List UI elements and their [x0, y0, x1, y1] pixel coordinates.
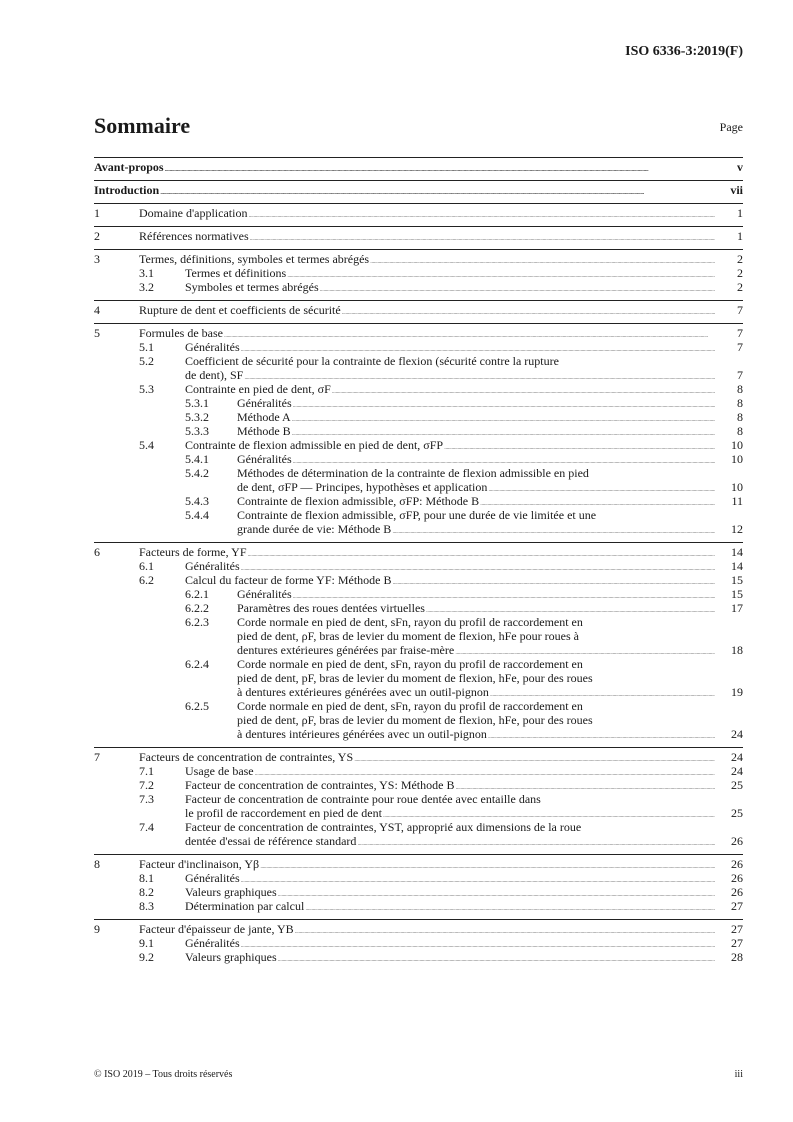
toc-section	[94, 919, 743, 964]
toc-entry-page: 27	[731, 899, 743, 913]
toc-entry[interactable]	[94, 899, 743, 913]
toc-section	[94, 180, 743, 203]
toc-entry-number: 5.4.4	[185, 508, 209, 522]
toc-entry-title: Avant-propos .....	[94, 160, 649, 174]
toc-entry-title: Introduction .....	[94, 183, 645, 197]
toc-entry[interactable]	[94, 438, 743, 452]
toc-entry-number: 5.3.1	[185, 396, 209, 410]
toc-entry[interactable]	[94, 573, 743, 587]
toc-entry-title: le profil de raccordement en pied de dent .....	[185, 806, 715, 820]
toc-entry-page: 7	[737, 340, 743, 354]
toc-entry-title: Formules de base .....	[139, 326, 709, 340]
toc-entry[interactable]	[94, 950, 743, 964]
toc-entry-number: 3.2	[139, 280, 154, 294]
toc-section	[94, 249, 743, 300]
toc-entry-number: 6.2.5	[185, 699, 209, 713]
toc-entry-title: Calcul du facteur de forme YF: Méthode B .....	[185, 573, 715, 587]
toc-entry-title: de dent), SF .....	[185, 368, 715, 382]
toc-entry-number: 5.3.2	[185, 410, 209, 424]
toc-entry-number: 6	[94, 545, 100, 559]
toc-entry-page: 26	[731, 871, 743, 885]
toc-entry-page: 19	[731, 685, 743, 699]
toc-entry-number: 8.3	[139, 899, 154, 913]
toc-entry-title: de dent, σFP — Principes, hypothèses et application .....	[237, 480, 715, 494]
toc-entry-number: 6.2.3	[185, 615, 209, 629]
toc-entry-title: dentures extérieures générées par fraise-mère .....	[237, 643, 715, 657]
toc-entry-number: 5.2	[139, 354, 154, 368]
toc-entry-page: 1	[737, 206, 743, 220]
toc-entry-title: Généralités .....	[185, 559, 715, 573]
toc-entry[interactable]	[94, 764, 743, 778]
toc-entry-page: 7	[737, 303, 743, 317]
table-of-contents	[94, 157, 743, 964]
page-title: Sommaire	[94, 113, 191, 138]
toc-entry[interactable]	[94, 280, 743, 294]
toc-entry[interactable]	[94, 424, 743, 438]
toc-section	[94, 323, 743, 542]
toc-entry-title: Paramètres des roues dentées virtuelles .....	[237, 601, 715, 615]
toc-entry[interactable]	[94, 871, 743, 885]
toc-entry-title: dentée d'essai de référence standard .....	[185, 834, 715, 848]
toc-entry-number: 5.3	[139, 382, 154, 396]
toc-entry-number: 4	[94, 303, 100, 317]
toc-entry[interactable]	[94, 303, 743, 317]
toc-entry-title: Domaine d'application .....	[139, 206, 715, 220]
toc-entry[interactable]	[94, 229, 743, 243]
toc-entry-page: 28	[731, 950, 743, 964]
toc-entry-page: 15	[731, 573, 743, 587]
toc-entry-title: à dentures intérieures générées avec un outil-pignon .....	[237, 727, 715, 741]
toc-entry-page: 24	[731, 727, 743, 741]
toc-entry[interactable]	[94, 601, 743, 615]
toc-entry-page: 8	[737, 382, 743, 396]
toc-entry-title: Méthode B .....	[237, 424, 715, 438]
toc-entry-number: 8.1	[139, 871, 154, 885]
toc-entry-page: 10	[731, 438, 743, 452]
toc-entry-number: 8.2	[139, 885, 154, 899]
toc-entry[interactable]	[94, 587, 743, 601]
toc-entry-title: Contrainte en pied de dent, σF .....	[185, 382, 715, 396]
toc-entry[interactable]	[94, 382, 743, 396]
toc-entry[interactable]	[94, 183, 743, 197]
toc-entry-title: Termes, définitions, symboles et termes abrégés .....	[139, 252, 715, 266]
toc-entry-title: Corde normale en pied de dent, sFn, rayon du profil de raccordement en	[237, 657, 583, 671]
toc-entry-title: pied de dent, ρF, bras de levier du moment de flexion, hFe pour roues à	[237, 629, 579, 643]
toc-entry-title: Facteur de concentration de contrainte pour roue dentée avec entaille dans	[185, 792, 541, 806]
toc-entry-page: 2	[737, 252, 743, 266]
toc-entry-page: 2	[737, 266, 743, 280]
copyright-footer: © ISO 2019 – Tous droits réservés	[94, 1069, 233, 1080]
toc-entry[interactable]	[94, 252, 743, 266]
toc-entry-number: 2	[94, 229, 100, 243]
toc-entry[interactable]	[94, 699, 743, 741]
toc-entry-title: Contrainte de flexion admissible, σFP: Méthode B .....	[237, 494, 715, 508]
toc-entry-title: Usage de base .....	[185, 764, 715, 778]
toc-entry-title: pied de dent, ρF, bras de levier du moment de flexion, hFe, pour des roues	[237, 713, 593, 727]
toc-entry-number: 6.2.2	[185, 601, 209, 615]
toc-entry[interactable]	[94, 750, 743, 764]
toc-entry-title: Termes et définitions .....	[185, 266, 715, 280]
footer-page-number: iii	[734, 1069, 743, 1080]
toc-entry-title: Facteur de concentration de contraintes, YST, approprié aux dimensions de la roue	[185, 820, 582, 834]
toc-entry-page: 8	[737, 410, 743, 424]
toc-entry-title: Corde normale en pied de dent, sFn, rayon du profil de raccordement en	[237, 615, 583, 629]
toc-entry-title: Facteurs de forme, YF .....	[139, 545, 715, 559]
toc-entry-title: Généralités .....	[237, 587, 715, 601]
toc-entry-number: 5.1	[139, 340, 154, 354]
toc-entry[interactable]	[94, 206, 743, 220]
document-id: ISO 6336-3:2019(F)	[625, 44, 743, 59]
toc-entry-page: 27	[731, 922, 743, 936]
toc-entry-page: vii	[730, 183, 743, 197]
toc-entry-number: 5	[94, 326, 100, 340]
page-column-label: Page	[719, 120, 743, 134]
toc-entry-page: 24	[731, 750, 743, 764]
toc-entry-number: 7.4	[139, 820, 154, 834]
toc-entry-page: 26	[731, 857, 743, 871]
toc-entry-title: Détermination par calcul .....	[185, 899, 715, 913]
toc-entry[interactable]	[94, 160, 743, 174]
toc-entry-number: 9.2	[139, 950, 154, 964]
toc-entry-number: 5.4.3	[185, 494, 209, 508]
toc-entry-number: 9	[94, 922, 100, 936]
toc-entry[interactable]	[94, 545, 743, 559]
toc-entry[interactable]	[94, 452, 743, 466]
toc-entry-page: 2	[737, 280, 743, 294]
toc-entry-number: 8	[94, 857, 100, 871]
toc-entry-number: 6.2.4	[185, 657, 209, 671]
toc-entry[interactable]	[94, 657, 743, 699]
toc-entry-title: Corde normale en pied de dent, sFn, rayon du profil de raccordement en	[237, 699, 583, 713]
toc-entry[interactable]	[94, 266, 743, 280]
toc-entry-title: Rupture de dent et coefficients de sécurité .....	[139, 303, 715, 317]
toc-entry-title: Facteurs de concentration de contraintes, YS .....	[139, 750, 715, 764]
toc-entry[interactable]	[94, 820, 743, 848]
toc-entry-page: 7	[737, 326, 743, 340]
toc-entry[interactable]	[94, 615, 743, 657]
toc-entry-page: 10	[731, 452, 743, 466]
toc-entry-number: 5.4.2	[185, 466, 209, 480]
toc-entry-title: Coefficient de sécurité pour la contrainte de flexion (sécurité contre la rupture	[185, 354, 559, 368]
toc-entry-page: 1	[737, 229, 743, 243]
toc-entry-number: 5.4.1	[185, 452, 209, 466]
toc-entry[interactable]	[94, 326, 743, 340]
toc-entry-title: Valeurs graphiques .....	[185, 950, 715, 964]
toc-entry-title: Méthode A .....	[237, 410, 715, 424]
toc-entry-page: 26	[731, 834, 743, 848]
toc-entry[interactable]	[94, 559, 743, 573]
toc-section	[94, 157, 743, 180]
toc-entry[interactable]	[94, 936, 743, 950]
toc-section	[94, 226, 743, 249]
toc-entry-number: 9.1	[139, 936, 154, 950]
toc-entry-page: v	[737, 160, 743, 174]
toc-entry-page: 8	[737, 424, 743, 438]
toc-entry-page: 10	[731, 480, 743, 494]
toc-entry-title: Symboles et termes abrégés .....	[185, 280, 715, 294]
toc-entry[interactable]	[94, 508, 743, 536]
toc-entry-page: 15	[731, 587, 743, 601]
toc-entry-number: 7	[94, 750, 100, 764]
toc-entry[interactable]	[94, 354, 743, 382]
toc-entry-number: 5.3.3	[185, 424, 209, 438]
toc-entry-title: Contrainte de flexion admissible en pied de dent, σFP .....	[185, 438, 715, 452]
toc-entry-number: 6.1	[139, 559, 154, 573]
toc-entry-number: 1	[94, 206, 100, 220]
toc-entry-page: 12	[731, 522, 743, 536]
toc-section	[94, 747, 743, 854]
toc-entry-number: 5.4	[139, 438, 154, 452]
toc-entry[interactable]	[94, 396, 743, 410]
toc-entry-page: 8	[737, 396, 743, 410]
toc-entry[interactable]	[94, 778, 743, 792]
toc-entry-page: 24	[731, 764, 743, 778]
toc-entry-number: 7.2	[139, 778, 154, 792]
toc-entry-title: Facteur d'inclinaison, Yβ .....	[139, 857, 715, 871]
toc-entry-number: 3.1	[139, 266, 154, 280]
toc-entry-page: 7	[737, 368, 743, 382]
toc-entry[interactable]	[94, 340, 743, 354]
toc-entry-title: pied de dent, pF, bras de levier du moment de flexion, hFe, pour des roues	[237, 671, 593, 685]
toc-entry-page: 25	[731, 806, 743, 820]
toc-entry-page: 11	[731, 494, 743, 508]
toc-entry[interactable]	[94, 410, 743, 424]
toc-entry-number: 6.2	[139, 573, 154, 587]
toc-entry-title: Méthodes de détermination de la contrainte de flexion admissible en pied	[237, 466, 589, 480]
toc-section	[94, 300, 743, 323]
toc-section	[94, 203, 743, 226]
toc-entry-page: 25	[731, 778, 743, 792]
toc-entry-page: 17	[731, 601, 743, 615]
toc-section	[94, 542, 743, 747]
toc-entry-title: à dentures extérieures générées avec un outil-pignon .....	[237, 685, 715, 699]
toc-entry-page: 18	[731, 643, 743, 657]
toc-entry-page: 14	[731, 545, 743, 559]
toc-entry-number: 6.2.1	[185, 587, 209, 601]
toc-entry[interactable]	[94, 922, 743, 936]
toc-entry[interactable]	[94, 857, 743, 871]
toc-entry[interactable]	[94, 466, 743, 494]
toc-entry-title: grande durée de vie: Méthode B .....	[237, 522, 715, 536]
toc-entry-title: Facteur de concentration de contraintes, YS: Méthode B .....	[185, 778, 715, 792]
toc-entry-page: 14	[731, 559, 743, 573]
toc-entry-page: 26	[731, 885, 743, 899]
toc-entry-page: 27	[731, 936, 743, 950]
toc-entry[interactable]	[94, 792, 743, 820]
toc-entry-number: 7.3	[139, 792, 154, 806]
toc-entry-number: 3	[94, 252, 100, 266]
toc-entry-title: Généralités .....	[237, 396, 715, 410]
toc-entry-title: Généralités .....	[185, 936, 715, 950]
toc-entry[interactable]	[94, 494, 743, 508]
toc-entry-title: Références normatives .....	[139, 229, 715, 243]
toc-entry-title: Contrainte de flexion admissible, σFP, pour une durée de vie limitée et une	[237, 508, 597, 522]
toc-entry-title: Valeurs graphiques .....	[185, 885, 715, 899]
toc-entry[interactable]	[94, 885, 743, 899]
toc-entry-number: 7.1	[139, 764, 154, 778]
toc-section	[94, 854, 743, 919]
toc-entry-title: Généralités .....	[185, 871, 715, 885]
toc-entry-title: Facteur d'épaisseur de jante, YB .....	[139, 922, 715, 936]
toc-entry-title: Généralités .....	[185, 340, 715, 354]
toc-entry-title: Généralités .....	[237, 452, 715, 466]
